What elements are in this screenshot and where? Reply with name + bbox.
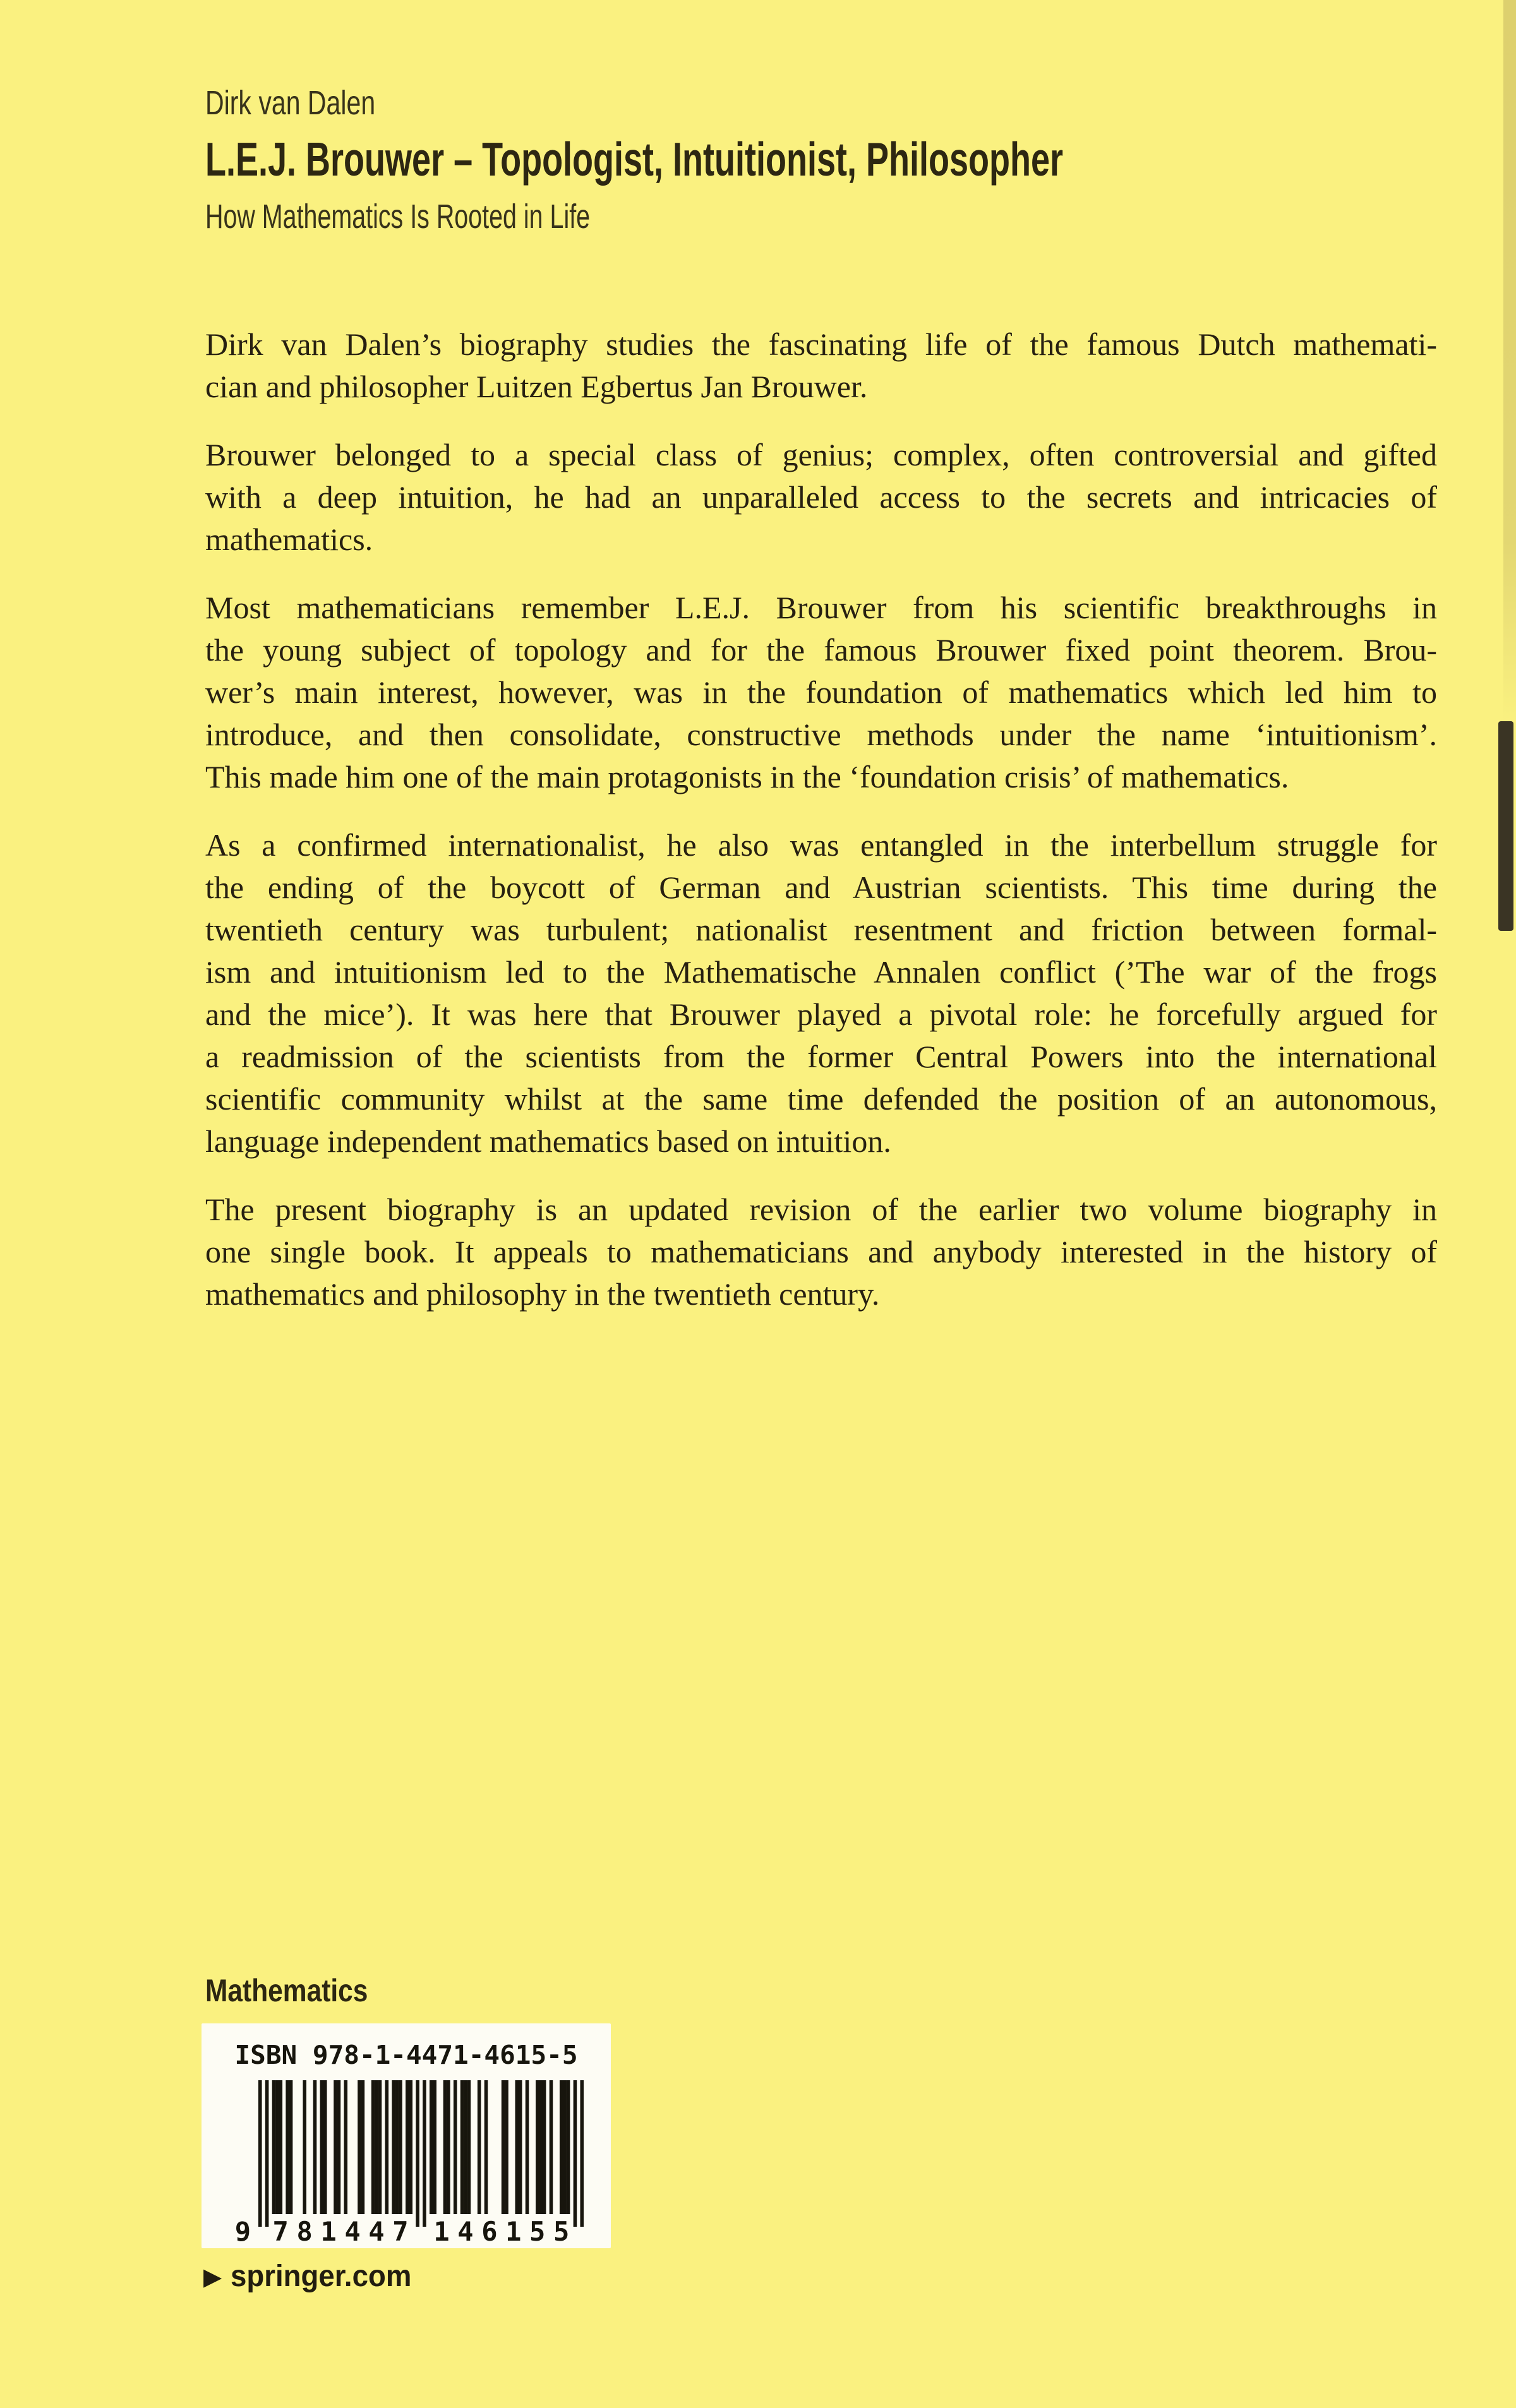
svg-text:6: 6 [481, 2216, 498, 2243]
paragraph-line: twentieth century was turbulent; nationalist resentment and friction between formal- [205, 912, 1437, 947]
publisher-url: springer.com [231, 2260, 412, 2293]
paragraph-line: Most mathematicians remember L.E.J. Brouwer from his scientific breakthroughs in [205, 590, 1437, 625]
author-name: Dirk van Dalen [205, 84, 376, 122]
svg-text:5: 5 [553, 2216, 570, 2243]
svg-text:4: 4 [457, 2216, 474, 2243]
svg-text:1: 1 [320, 2216, 337, 2243]
paragraph [205, 587, 1437, 798]
paragraph-line: with a deep intuition, he had an unparalleled access to the secrets and intricacies of [205, 479, 1437, 515]
paragraph-line: As a confirmed internationalist, he also was entangled in the interbellum struggle for [205, 827, 1437, 863]
svg-text:9: 9 [234, 2216, 251, 2243]
svg-text:5: 5 [529, 2216, 546, 2243]
svg-text:1: 1 [433, 2216, 450, 2243]
paragraph [205, 824, 1437, 1163]
category-label: Mathematics [205, 1973, 368, 2008]
publisher-arrow-icon: ▶ [203, 2263, 222, 2291]
paragraph-line: This made him one of the main protagonists in the ‘foundation crisis’ of mathematics. [205, 759, 1289, 794]
book-subtitle: How Mathematics Is Rooted in Life [205, 198, 591, 236]
isbn-label: ISBN 978-1-4471-4615-5 [234, 2040, 578, 2070]
ean13-barcode [227, 2080, 587, 2243]
paragraph-line: the ending of the boycott of German and Austrian scientists. This time during the [205, 870, 1437, 905]
paragraph-line: wer’s main interest, however, was in the foundation of mathematics which led him to [205, 674, 1437, 710]
isbn-barcode-box [202, 2023, 611, 2248]
paragraph-line: ism and intuitionism led to the Mathematische Annalen conflict (’The war of the frogs [205, 954, 1437, 990]
book-title: L.E.J. Brouwer – Topologist, Intuitionist, Philosopher [205, 133, 1064, 186]
paragraph-line: cian and philosopher Luitzen Egbertus Jan Brouwer. [205, 369, 868, 404]
page-edge-strip [1503, 0, 1516, 723]
svg-text:4: 4 [344, 2216, 361, 2243]
svg-text:8: 8 [296, 2216, 313, 2243]
paragraph-line: a readmission of the scientists from the former Central Powers into the international [205, 1039, 1437, 1074]
paragraph-line: Brouwer belonged to a special class of genius; complex, often controversial and gifted [205, 437, 1437, 472]
paragraph-line: and the mice’). It was here that Brouwer played a pivotal role: he forcefully argued for [205, 997, 1437, 1032]
svg-text:7: 7 [272, 2216, 289, 2243]
svg-text:1: 1 [505, 2216, 522, 2243]
paragraph-line: The present biography is an updated revision of the earlier two volume biography in [205, 1192, 1437, 1227]
paragraph-line: mathematics and philosophy in the twentieth century. [205, 1276, 880, 1312]
paragraph [205, 323, 1437, 408]
paragraph-line: mathematics. [205, 522, 373, 557]
paragraph [205, 1189, 1437, 1315]
paragraph-line: language independent mathematics based on intuition. [205, 1123, 891, 1159]
page-edge-tab [1498, 721, 1513, 931]
paragraph-line: the young subject of topology and for the famous Brouwer fixed point theorem. Brou- [205, 632, 1437, 668]
svg-text:4: 4 [368, 2216, 385, 2243]
blurb-text [205, 323, 1437, 1341]
paragraph-line: Dirk van Dalen’s biography studies the fascinating life of the famous Dutch mathemati- [205, 326, 1437, 362]
paragraph-line: scientific community whilst at the same time defended the position of an autonomous, [205, 1081, 1437, 1117]
header [205, 82, 1397, 237]
paragraph-line: introduce, and then consolidate, constructive methods under the name ‘intuitionism’. [205, 717, 1437, 752]
publisher-line [203, 2258, 421, 2295]
svg-text:7: 7 [392, 2216, 409, 2243]
paragraph [205, 434, 1437, 561]
paragraph-line: one single book. It appeals to mathematicians and anybody interested in the history of [205, 1234, 1437, 1269]
